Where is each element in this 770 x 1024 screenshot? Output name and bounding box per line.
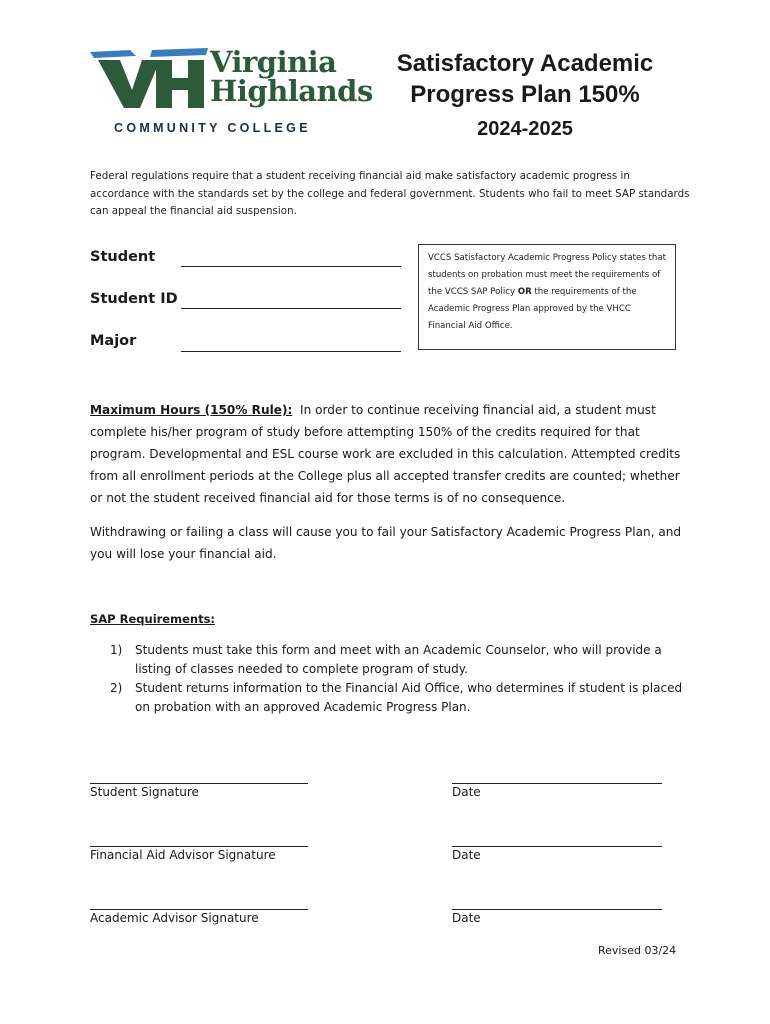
fa-advisor-signature-label: Financial Aid Advisor Signature: [90, 848, 276, 862]
student-id-line[interactable]: [181, 307, 401, 309]
policy-text-after: the requirements of the Academic Progress Plan approved by the VHCC Financial Aid Office.: [428, 287, 637, 331]
student-label: Student: [90, 249, 156, 265]
student-date-label: Date: [452, 785, 481, 799]
vh-logo-mark-icon: [90, 46, 210, 114]
college-logo: [90, 45, 373, 138]
fa-advisor-signature-line[interactable]: [90, 845, 308, 847]
student-name-line[interactable]: [181, 265, 401, 267]
list-item: [110, 641, 690, 679]
logo-wordmark: [210, 45, 373, 108]
page-title-line2: Progress Plan 150%: [410, 81, 640, 108]
major-label: Major: [90, 333, 137, 349]
list-item-number: 1): [110, 643, 123, 657]
academic-advisor-signature-label: Academic Advisor Signature: [90, 911, 259, 925]
intro-paragraph: Federal regulations require that a student receiving financial aid make satisfactory academic progress in accordance with the standards set by the college and federal government. Students who fail to meet SAP standards can appeal the financial aid suspension.: [90, 170, 690, 217]
policy-note-box: [418, 244, 676, 350]
sap-requirements-list: [110, 641, 690, 717]
policy-text-before: VCCS Satisfactory Academic Progress Policy states that students on probation must meet the requirements of the VCCS SAP Policy: [428, 253, 666, 297]
academic-advisor-date-label: Date: [452, 911, 481, 925]
student-id-label: Student ID: [90, 291, 178, 307]
list-item-text: Student returns information to the Financial Aid Office, who determines if student is placed on probation with an approved Academic Progress Plan.: [135, 681, 683, 714]
withdraw-note: Withdrawing or failing a class will cause you to fail your Satisfactory Academic Progress Plan, and you will lose your financial aid.: [90, 525, 682, 561]
list-item-number: 2): [110, 681, 123, 695]
major-line[interactable]: [181, 350, 401, 352]
student-signature-label: Student Signature: [90, 785, 199, 799]
list-item-text: Students must take this form and meet with an Academic Counselor, who will provide a listing of classes needed to complete program of study.: [135, 643, 662, 676]
fa-advisor-date-label: Date: [452, 848, 481, 862]
logo-tagline: COMMUNITY COLLEGE: [114, 121, 311, 135]
max-hours-paragraph: [90, 399, 690, 509]
page-title-line1: Satisfactory Academic: [396, 50, 654, 77]
max-hours-heading: Maximum Hours (150% Rule):: [90, 403, 293, 417]
logo-name-line1: Virginia: [210, 45, 337, 79]
list-item: [110, 679, 690, 717]
title-block: [380, 48, 670, 141]
academic-advisor-date-line[interactable]: [452, 908, 662, 910]
academic-year: 2024-2025: [477, 118, 573, 140]
sap-requirements-heading: SAP Requirements:: [90, 612, 216, 626]
max-hours-body: In order to continue receiving financial aid, a student must complete his/her program of study before attempting 150% of the credits required for that program. Developmental and ESL course work are excluded in this calculation. Attempted credits from all enrollment periods at the College plus all accepted transfer credits are counted; whether or not the student received financial aid for those terms is of no consequence.: [90, 403, 681, 505]
logo-name-line2: Highlands: [210, 74, 373, 108]
fa-advisor-date-line[interactable]: [452, 845, 662, 847]
revision-note: Revised 03/24: [598, 944, 677, 957]
student-date-line[interactable]: [452, 782, 662, 784]
policy-emphasis: OR: [517, 287, 532, 297]
student-signature-line[interactable]: [90, 782, 308, 784]
academic-advisor-signature-line[interactable]: [90, 908, 308, 910]
